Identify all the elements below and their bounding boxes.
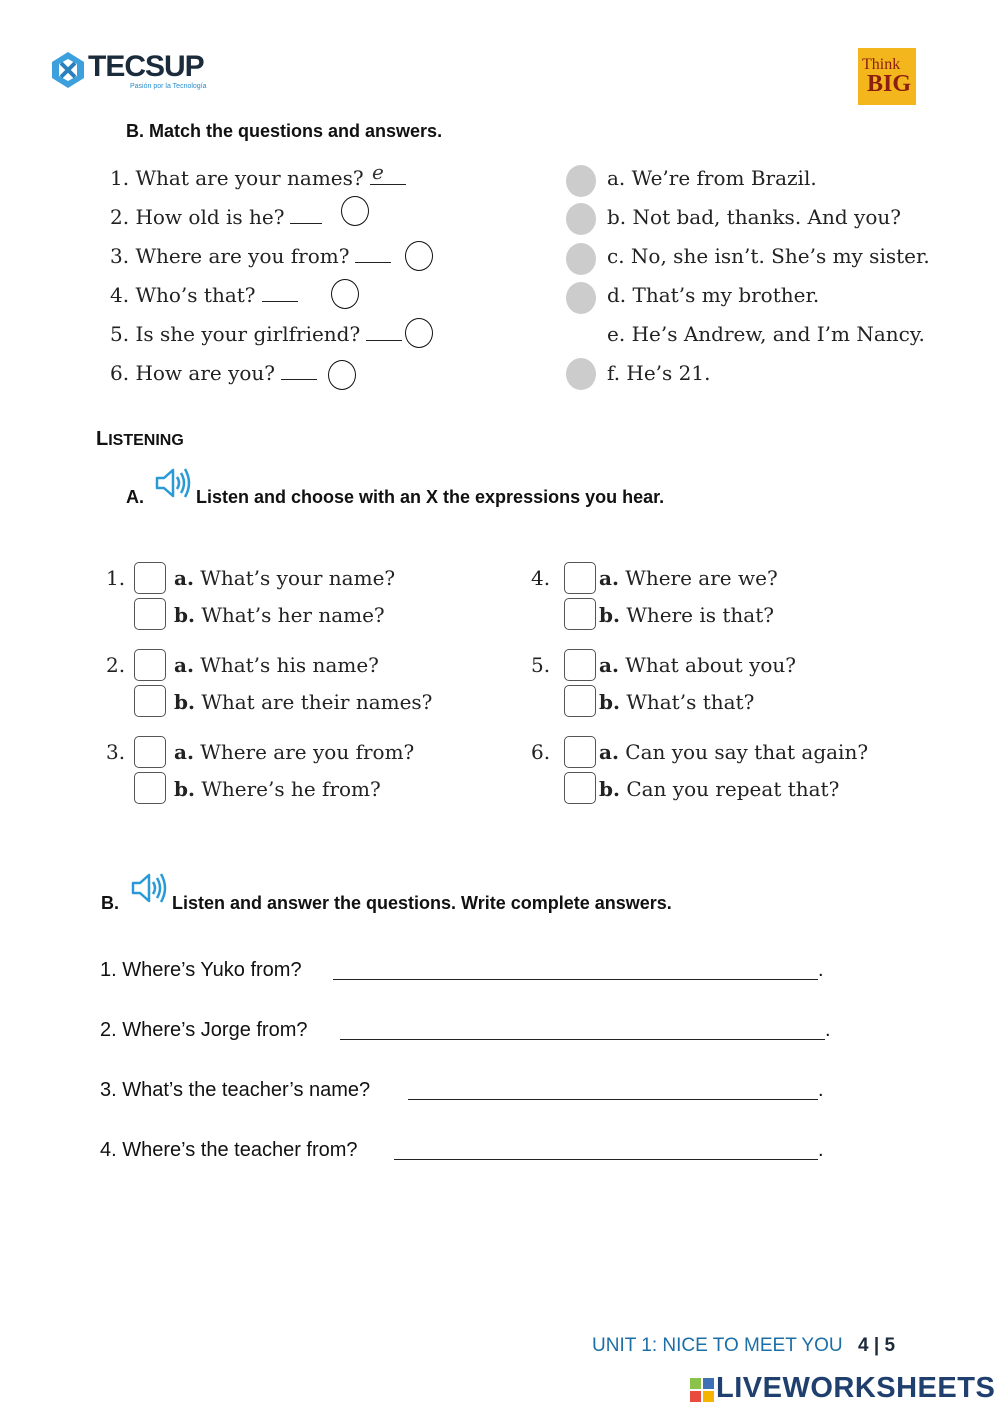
answer-line-2[interactable]	[340, 1039, 825, 1040]
match-answer-circle-6[interactable]	[328, 360, 356, 390]
choice-option: a. What’s your name?	[174, 566, 396, 590]
checkbox-4a[interactable]	[564, 562, 596, 594]
checkbox-1b[interactable]	[134, 598, 166, 630]
match-answer-circle-5[interactable]	[405, 318, 433, 348]
answer-line-4[interactable]	[394, 1159, 818, 1160]
match-answer-circle-3[interactable]	[405, 241, 433, 271]
choice-option: a. What about you?	[599, 653, 797, 677]
choice-number: 1.	[106, 566, 126, 590]
choice-number: 5.	[531, 653, 551, 677]
liveworksheets-icon	[690, 1378, 714, 1402]
listening-a-label: A.	[126, 487, 144, 507]
example-answer: e	[372, 160, 384, 184]
match-answer: a. We’re from Brazil.	[607, 166, 817, 190]
answer-end-3: .	[818, 1079, 824, 1101]
match-question: 2. How old is he?	[110, 205, 322, 229]
question-3: 3. What’s the teacher’s name?	[100, 1079, 371, 1101]
match-instruction: B. Match the questions and answers.	[126, 121, 443, 141]
choice-number: 6.	[531, 740, 551, 764]
match-dot-a[interactable]	[566, 165, 596, 197]
choice-number: 3.	[106, 740, 126, 764]
match-answer: b. Not bad, thanks. And you?	[607, 205, 901, 229]
think-big-logo	[858, 48, 916, 105]
listening-b-label: B.	[101, 893, 119, 913]
listening-b-instruction: Listen and answer the questions. Write complete answers.	[172, 893, 672, 913]
match-dot-f[interactable]	[566, 358, 596, 390]
choice-option: b. What’s her name?	[174, 603, 385, 627]
checkbox-1a[interactable]	[134, 562, 166, 594]
choice-option: b. What’s that?	[599, 690, 755, 714]
question-4: 4. Where’s the teacher from?	[100, 1139, 358, 1161]
liveworksheets-text: LIVEWORKSHEETS	[716, 1372, 996, 1404]
choice-option: b. Where is that?	[599, 603, 774, 627]
choice-number: 4.	[531, 566, 551, 590]
choice-option: b. Can you repeat that?	[599, 777, 840, 801]
brand-name: TECSUP	[88, 50, 204, 83]
think-big-line1: Think	[862, 56, 901, 73]
choice-option: b. Where’s he from?	[174, 777, 381, 801]
match-question: 6. How are you?	[110, 361, 317, 385]
checkbox-5a[interactable]	[564, 649, 596, 681]
checkbox-6a[interactable]	[564, 736, 596, 768]
checkbox-6b[interactable]	[564, 772, 596, 804]
checkbox-2b[interactable]	[134, 685, 166, 717]
match-answer: e. He’s Andrew, and I’m Nancy.	[607, 322, 925, 346]
checkbox-3b[interactable]	[134, 772, 166, 804]
think-big-line2: BIG	[867, 71, 912, 97]
question-2: 2. Where’s Jorge from?	[100, 1019, 308, 1041]
checkbox-2a[interactable]	[134, 649, 166, 681]
speaker-icon[interactable]	[130, 870, 168, 906]
match-question: 4. Who’s that?	[110, 283, 298, 307]
choice-number: 2.	[106, 653, 126, 677]
choice-option: a. What’s his name?	[174, 653, 379, 677]
answer-end-4: .	[818, 1139, 824, 1161]
question-1: 1. Where’s Yuko from?	[100, 959, 302, 981]
listening-heading: LISTENING	[96, 428, 184, 450]
checkbox-5b[interactable]	[564, 685, 596, 717]
match-answer-circle-2[interactable]	[341, 196, 369, 226]
choice-option: a. Can you say that again?	[599, 740, 869, 764]
listening-a-instruction: Listen and choose with an X the expressions you hear.	[196, 487, 665, 507]
match-answer: f. He’s 21.	[607, 361, 711, 385]
tecsup-logo-icon	[48, 50, 88, 90]
match-dot-c[interactable]	[566, 243, 596, 275]
match-question: 5. Is she your girlfriend?	[110, 322, 402, 346]
unit-title: UNIT 1: NICE TO MEET YOU	[592, 1335, 843, 1356]
choice-option: b. What are their names?	[174, 690, 433, 714]
match-answer-circle-4[interactable]	[331, 279, 359, 309]
brand-tagline: Pasión por la Tecnología	[130, 83, 207, 90]
match-answer: c. No, she isn’t. She’s my sister.	[607, 244, 930, 268]
answer-line-1[interactable]	[333, 979, 818, 980]
page-number: 4 | 5	[858, 1335, 896, 1356]
answer-end-2: .	[825, 1019, 831, 1041]
checkbox-4b[interactable]	[564, 598, 596, 630]
match-question: 3. Where are you from?	[110, 244, 391, 268]
answer-line-3[interactable]	[408, 1099, 818, 1100]
choice-option: a. Where are we?	[599, 566, 778, 590]
match-dot-b[interactable]	[566, 203, 596, 235]
match-answer: d. That’s my brother.	[607, 283, 820, 307]
choice-option: a. Where are you from?	[174, 740, 415, 764]
answer-end-1: .	[818, 959, 824, 981]
checkbox-3a[interactable]	[134, 736, 166, 768]
match-question: 1. What are your names?	[110, 166, 406, 190]
speaker-icon[interactable]	[154, 465, 192, 501]
tecsup-logo	[48, 48, 218, 98]
match-dot-d[interactable]	[566, 282, 596, 314]
